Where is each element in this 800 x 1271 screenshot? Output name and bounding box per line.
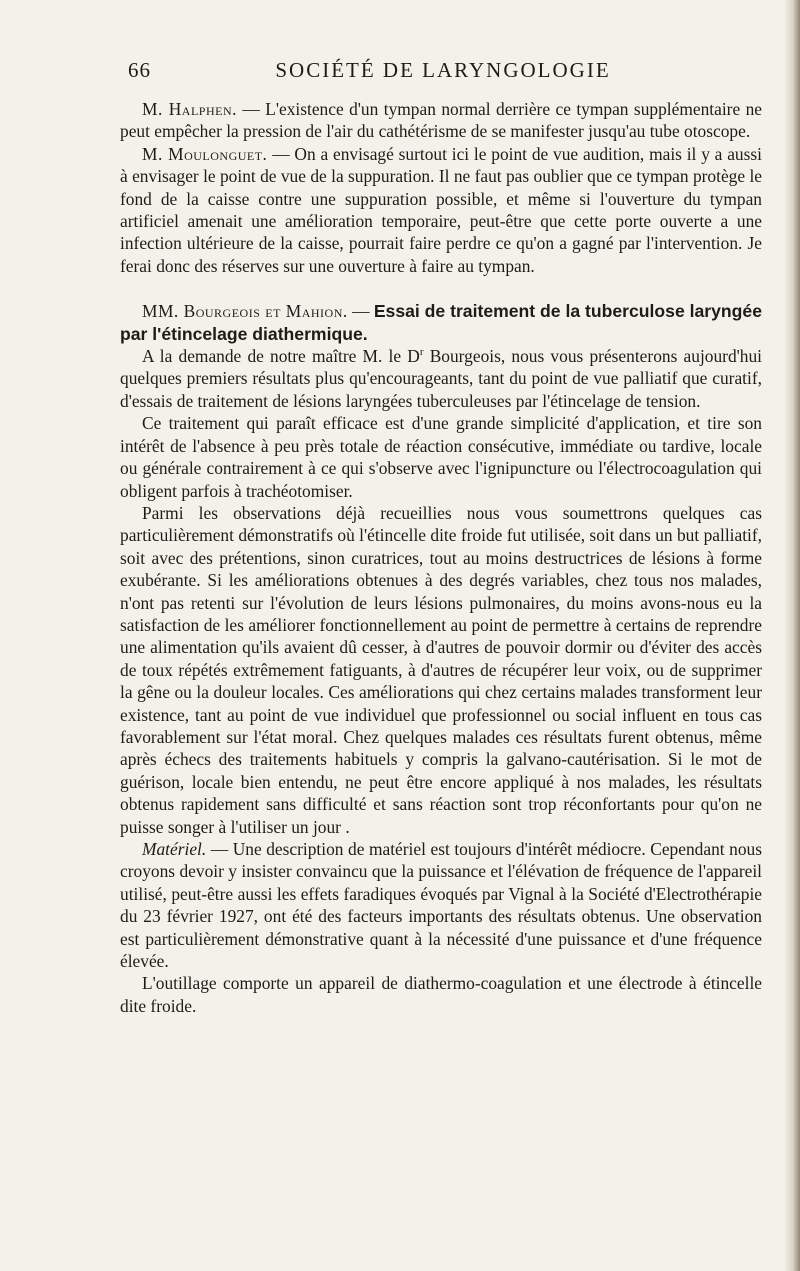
halphen-text: — L'existence d'un tympan normal derrière ce tympan supplémentaire ne peut empêcher la pression de l'air du cathétérisme de se manifester jusqu'au tube otoscope. <box>120 99 762 142</box>
paragraph-4 <box>120 838 762 972</box>
paragraph-1-start: A la demande de notre maître M. le D <box>142 346 420 367</box>
heading-dash: — <box>347 301 374 322</box>
communication-authors: MM. Bourgeois et Mahion. <box>142 301 348 322</box>
doctor-superscript: r <box>419 346 424 359</box>
moulonguet-text: — On a envisagé surtout ici le point de vue audition, mais il y a aussi à envisager le point de vue de la suppuration. Il ne faut pas oublier que ce tympan protège le fond de la caisse contre une suppuration possible, et même si l'ouverture du tympan artificiel amenait une amélioration temporaire, peut-être que cette porte ouverte a une infection ultérieure de la caisse, pourrait faire perdre ce qu'on a gagné par l'intervention. Je ferai donc des réserves sur une ouverture à faire au tympan. <box>120 143 762 276</box>
paragraph-3: Parmi les observations déjà recueillies nous vous soumettrons quelques cas particulièrement démonstratifs où l'étincelle dite froide fut utilisée, soit dans un but palliatif, soit avec des prétentions, sinon curatrices, tout au moins destructrices de lésions à forme exubérante. Si les améliorations obtenues à des degrés variables, chez tous nos malades, n'ont pas retenti sur l'évolution de leurs lésions pulmonaires, du moins avons-nous eu la satisfaction de les améliorer fonctionnellement au point de permettre à certains de reprendre une alimentation qu'ils avaient dû cesser, à d'autres de pouvoir dormir ou d'éviter des accès de toux répétés extrêmement fatiguants, à d'autres de récupérer leur voix, ou de supprimer la gêne ou la douleur locales. Ces améliorations qui chez certains malades transforment leur existence, tant au point de vue individuel que professionnel ou social influent en tous cas favorablement sur l'état moral. Chez quelques malades ces résultats furent obtenus, même après échecs des traitements habituels y compris la galvano-cautérisation. Si le mot de guérison, locale bien entendu, ne peut être encore appliqué à nos malades, les résultats obtenus rapidement sans difficulté et sans réaction sont trop réconfortants pour qu'on ne puisse songer à l'utiliser un jour . <box>120 502 762 837</box>
page-edge-shadow <box>784 0 800 1271</box>
speaker-name: M. Moulonguet. <box>142 143 268 164</box>
halphen-paragraph <box>120 98 762 143</box>
paragraph-2: Ce traitement qui paraît efficace est d'une grande simplicité d'application, et tire son intérêt de l'absence à peu près totale de réaction consécutive, immédiate ou tardive, locale ou générale contrairement à ce qui s'observe avec l'ignipuncture ou l'électrocoagulation qui obligent parfois à trachéotomiser. <box>120 413 762 501</box>
paragraph-1-end: Bourgeois, nous vous présenterons aujourd'hui quelques premiers résultats plus qu'encourageants, tant du point de vue palliatif que curatif, d'essais de traitement de lésions laryngées tuberculeuses par l'étincelage de tension. <box>120 346 763 411</box>
page-body <box>120 98 762 1017</box>
materiel-label: Matériel. <box>142 839 207 859</box>
paragraph-4-text: — Une description de matériel est toujours d'intérêt médiocre. Cependant nous croyons devoir y insister convaincu que la puissance et l'élévation de fréquence de l'appareil utilisé, peut-être aussi les effets faradiques évoqués par Vignal à la Société d'Electrothérapie du 23 février 1927, ont été des facteurs importants des résultats obtenus. Une observation est particulièrement démonstrative quant à la nécessité d'une puissance et d'une fréquence élevée. <box>120 839 762 972</box>
paragraph-1 <box>120 345 762 412</box>
speaker-name: M. Halphen. <box>142 99 237 119</box>
running-title: SOCIÉTÉ DE LARYNGOLOGIE <box>275 58 611 82</box>
communication-heading <box>120 300 762 345</box>
section-gap <box>120 277 762 300</box>
page-number: 66 <box>128 58 151 82</box>
paragraph-5: L'outillage comporte un appareil de diathermo-coagulation et une électrode à étincelle dite froide. <box>120 973 762 1016</box>
moulonguet-paragraph <box>120 143 762 277</box>
communication-title: Essai de traitement de la tuberculose laryngée par l'étincelage diathermique. <box>120 301 763 344</box>
